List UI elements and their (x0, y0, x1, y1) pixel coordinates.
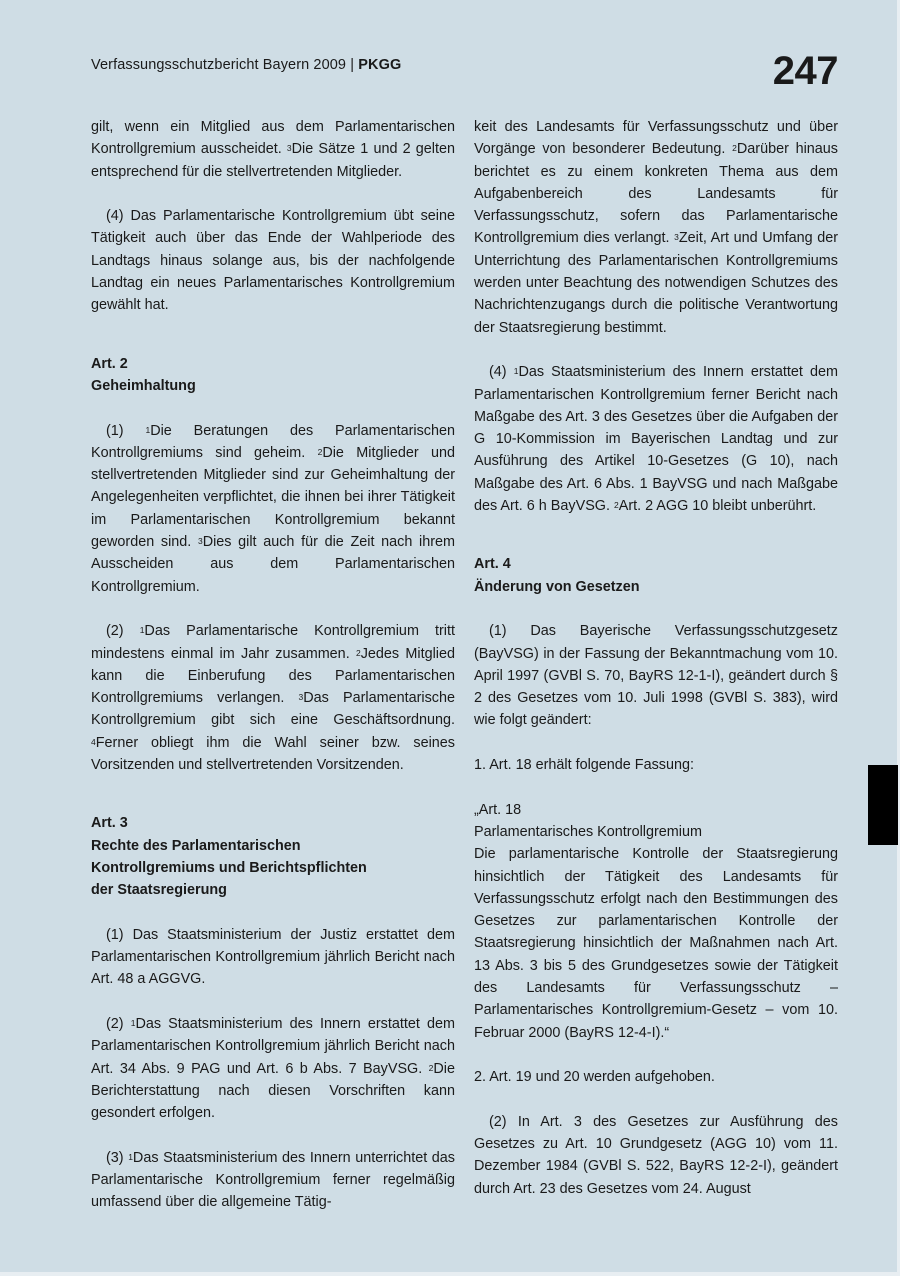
running-title: Verfassungsschutzbericht Bayern 2009 (91, 57, 347, 73)
article-title-line: der Staatsregierung (91, 882, 227, 899)
paragraph: (4) Das Parlamentarische Kontrollgremium übt seine Tätigkeit auch über das Ende der Wahlperiode des Landtags hinaus solange aus, bis der nachfolgende Landtag ein neues Parlamentarisches Kontrollgremium gewählt hat. (91, 208, 455, 314)
running-header (91, 57, 401, 73)
paragraph: (1) Das Staatsministerium der Justiz erstattet dem Parlamentarischen Kontrollgremium jährlich Bericht nach Art. 48 a AGGVG. (91, 926, 455, 988)
quoted-article-text: Die parlamentarische Kontrolle der Staatsregierung hinsichtlich der Tätigkeit des Landesamts für Verfassungsschutz erfolgt nach den Bestimmungen des Gesetzes zur parlamentarischen Kontrolle der Staatsregierung hinsichtlich der Maßnahmen nach Art. 13 Abs. 3 bis 5 des Grundgesetzes sowie der Tätigkeit des Landesamts für Verfassungsschutz – Parlamentarisches Kontrollgremium-Gesetz – vom 10. Februar 2000 (BayRS 12-4-I).“ (474, 846, 838, 1041)
article-number: Art. 2 (91, 355, 128, 372)
article-title-line: Rechte des Parlamentarischen (91, 837, 301, 854)
quoted-article-title: Parlamentarisches Kontrollgremium (474, 823, 702, 840)
paragraph: (2) $^1$Das Staatsministerium des Innern erstattet dem Parlamentarischen Kontrollgremium jährlich Bericht nach Art. 34 Abs. 9 PAG und Art. 6 b Abs. 7 BayVSG. $^2$Die Berichterstattung nach diesen Vorschriften kann gesondert erfolgen. (91, 1015, 455, 1122)
paragraph: (3) $^1$Das Staatsministerium des Innern unterrichtet das Parlamentarische Kontrollgremium ferner regelmäßig umfassend über die allgemeine Tätig- (91, 1149, 456, 1211)
list-item: 2. Art. 19 und 20 werden aufgehoben. (474, 1069, 715, 1086)
paragraph: (1) $^1$Die Beratungen des Parlamentarischen Kontrollgremiums sind geheim. $^2$Die Mitglieder und stellvertretenden Mitglieder sind zur Geheimhaltung der Angelegenheiten verpflichtet, die ihnen bei ihrer Tätigkeit im Parlamentarischen Kontrollgremium bekannt geworden sind. $^3$Dies gilt auch für die Zeit nach ihrem Ausscheiden aus dem Parlamentarischen Kontrollgremium. (91, 422, 455, 595)
paragraph: (4) $^1$Das Staatsministerium des Innern erstattet dem Parlamentarischen Kontrollgremium ferner Bericht nach Maßgabe des Art. 3 des Gesetzes über die Aufgaben der G 10-Kommission im Bayerischen Landtag und zur Ausführung des Artikel 10-Gesetzes (G 10), nach Maßgabe des Art. 6 Abs. 1 BayVSG und nach Maßgabe des Art. 6 h BayVSG. $^2$Art. 2 AGG 10 bleibt unberührt. (474, 364, 838, 515)
thumb-index-tab (868, 765, 898, 845)
section-tag: PKGG (358, 57, 402, 73)
list-item: 1. Art. 18 erhält folgende Fassung: (474, 757, 694, 774)
article-title-line: Kontrollgremiums und Berichtspflichten (91, 859, 367, 876)
page-number: 247 (772, 49, 838, 93)
right-column (474, 116, 838, 1200)
paragraph: (1) Das Bayerische Verfassungsschutzgesetz (BayVSG) in der Fassung der Bekanntmachung vom 10. April 1997 (GVBl S. 70, BayRS 12-1-I), geändert durch § 2 des Gesetzes vom 10. Juli 1998 (GVBl S. 383), wird wie folgt geändert: (474, 623, 838, 729)
paragraph: (2) $^1$Das Parlamentarische Kontrollgremium tritt mindestens einmal im Jahr zusammen. $^2$Jedes Mitglied kann die Einberufung des Parlamentarischen Kontrollgremiums verlangen. $^3$Das Parlamentarische Kontrollgremium gibt sich eine Geschäftsordnung. $^4$Ferner obliegt ihm die Wahl seiner bzw. seines Vorsitzenden und stellvertretenden Vorsitzenden. (91, 623, 455, 774)
quoted-article-number: „Art. 18 (474, 801, 522, 818)
article-title: Geheimhaltung (91, 377, 196, 394)
article-title: Änderung von Gesetzen (474, 578, 640, 595)
header-separator: | (350, 57, 355, 73)
paragraph: (2) In Art. 3 des Gesetzes zur Ausführung des Gesetzes zu Art. 10 Grundgesetz (AGG 10) vom 11. Dezember 1984 (GVBl S. 522, BayRS 12-2-I), geändert durch Art. 23 des Gesetzes vom 24. August (474, 1113, 838, 1197)
paragraph: keit des Landesamts für Verfassungsschutz und über Vorgänge von besonderer Bedeutung. $^2$Darüber hinaus berichtet es zu einem konkreten Thema aus dem Aufgabenbereich des Landesamts für Verfassungsschutz, sofern das Parlamentarische Kontrollgremium dies verlangt. $^3$Zeit, Art und Umfang der Unterrichtung des Parlamentarischen Kontrollgremiums werden unter Beachtung des notwendigen Schutzes des Nachrichtenzugangs durch die politische Verantwortung der Staatsregierung bestimmt. (474, 119, 838, 336)
paragraph: gilt, wenn ein Mitglied aus dem Parlamentarischen Kontrollgremium ausscheidet. $^3$Die Sätze 1 und 2 gelten entsprechend für die stellvertretenden Mitglieder. (91, 119, 455, 180)
page-edge-bottom (0, 1272, 900, 1276)
left-column (91, 116, 455, 1214)
article-number: Art. 3 (91, 815, 128, 832)
article-number: Art. 4 (474, 556, 511, 573)
